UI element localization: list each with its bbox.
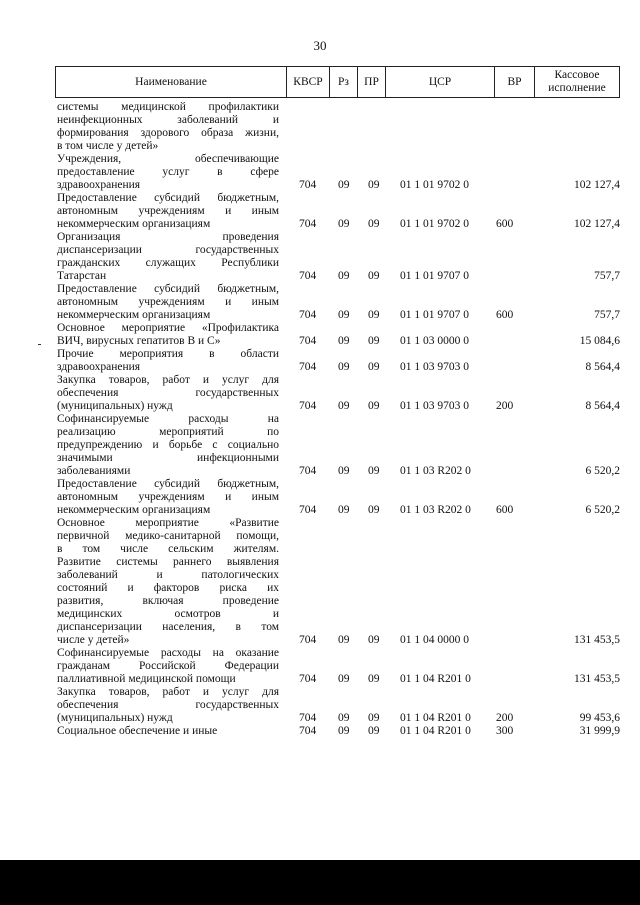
row-name-line: в том числе у детей» bbox=[57, 140, 159, 152]
table-row bbox=[57, 153, 620, 192]
cell-kvsr: 704 bbox=[299, 712, 317, 724]
row-name-line: в том числе сельским жителям. bbox=[57, 543, 279, 555]
table-row bbox=[57, 478, 620, 517]
cell-pr: 09 bbox=[368, 634, 380, 646]
cell-kvsr: 704 bbox=[299, 400, 317, 412]
cell-kvsr: 704 bbox=[299, 179, 317, 191]
cell-pr: 09 bbox=[368, 270, 380, 282]
row-name-line: системы медицинской профилактики bbox=[57, 101, 279, 113]
cell-rz: 09 bbox=[338, 673, 350, 685]
row-name-line: диспансеризации государственных bbox=[57, 244, 279, 256]
row-name-line: некоммерческим организациям bbox=[57, 309, 211, 321]
cell-kas: 99 453,6 bbox=[579, 712, 620, 724]
cell-pr: 09 bbox=[368, 465, 380, 477]
header-pr: ПР bbox=[358, 67, 386, 97]
row-name-line: Софинансируемые расходы на bbox=[57, 413, 279, 425]
row-name-line: здравоохранения bbox=[57, 179, 141, 191]
page-number: 30 bbox=[313, 38, 327, 53]
cell-kvsr: 704 bbox=[299, 335, 317, 347]
header-kassovoe: Кассовое исполнение bbox=[548, 69, 606, 94]
table-row bbox=[57, 192, 620, 231]
cell-rz: 09 bbox=[338, 504, 350, 516]
cell-pr: 09 bbox=[368, 335, 380, 347]
row-name-line: формирования здорового образа жизни, bbox=[57, 127, 279, 139]
row-name-line: Основное мероприятие «Развитие bbox=[57, 517, 279, 529]
table-row bbox=[57, 322, 620, 348]
table-row bbox=[57, 517, 620, 647]
cell-rz: 09 bbox=[338, 309, 350, 321]
row-name bbox=[57, 153, 279, 192]
cell-kas: 8 564,4 bbox=[585, 400, 620, 412]
row-name bbox=[57, 647, 279, 686]
header-name: Наименование bbox=[56, 67, 287, 97]
row-name-line: заболеваниями bbox=[57, 465, 131, 477]
cell-rz: 09 bbox=[338, 400, 350, 412]
cell-rz: 09 bbox=[338, 465, 350, 477]
row-name-line: автономным учреждениям и иным bbox=[57, 296, 279, 308]
cell-kas: 757,7 bbox=[594, 309, 620, 321]
row-name-line: Учреждения, обеспечивающие bbox=[57, 153, 279, 165]
cell-kas: 102 127,4 bbox=[574, 179, 620, 191]
row-name bbox=[57, 478, 279, 517]
cell-csr: 01 1 04 R201 0 bbox=[400, 673, 471, 685]
cell-csr: 01 1 03 9703 0 bbox=[400, 400, 469, 412]
cell-kas: 31 999,9 bbox=[579, 725, 620, 737]
row-name-line: Организация проведения bbox=[57, 231, 279, 243]
row-name-line: состояний и факторов риска их bbox=[57, 582, 279, 594]
cell-pr: 09 bbox=[368, 361, 380, 373]
row-name bbox=[57, 231, 279, 283]
table-row bbox=[57, 348, 620, 374]
cell-csr: 01 1 03 0000 0 bbox=[400, 335, 469, 347]
cell-rz: 09 bbox=[338, 712, 350, 724]
cell-csr: 01 1 04 R201 0 bbox=[400, 712, 471, 724]
row-name-line: Социальное обеспечение и иные bbox=[57, 725, 218, 737]
row-name bbox=[57, 725, 279, 738]
row-name-line: ВИЧ, вирусных гепатитов В и С» bbox=[57, 335, 221, 347]
row-name-line: паллиативной медицинской помощи bbox=[57, 673, 236, 685]
table-row bbox=[57, 686, 620, 725]
cell-csr: 01 1 04 R201 0 bbox=[400, 725, 471, 737]
row-name-line: обеспечения государственных bbox=[57, 699, 279, 711]
cell-rz: 09 bbox=[338, 179, 350, 191]
cell-kas: 131 453,5 bbox=[574, 634, 620, 646]
cell-kas: 8 564,4 bbox=[585, 361, 620, 373]
row-name-line: предоставление услуг в сфере bbox=[57, 166, 279, 178]
cell-pr: 09 bbox=[368, 179, 380, 191]
row-name-line: числе у детей» bbox=[57, 634, 130, 646]
cell-kvsr: 704 bbox=[299, 725, 317, 737]
row-name-line: Закупка товаров, работ и услуг для bbox=[57, 686, 279, 698]
row-name-line: автономным учреждениям и иным bbox=[57, 491, 279, 503]
row-name bbox=[57, 322, 279, 348]
cell-kvsr: 704 bbox=[299, 361, 317, 373]
scan-bottom-border bbox=[0, 860, 640, 905]
row-name-line: автономным учреждениям и иным bbox=[57, 205, 279, 217]
row-name-line: гражданам Российской Федерации bbox=[57, 660, 279, 672]
row-name bbox=[57, 374, 279, 413]
cell-pr: 09 bbox=[368, 725, 380, 737]
row-name-line: здравоохранения bbox=[57, 361, 141, 373]
row-name-line: первичной медико-санитарной помощи, bbox=[57, 530, 279, 542]
row-name-line: Предоставление субсидий бюджетным, bbox=[57, 283, 279, 295]
cell-kvsr: 704 bbox=[299, 673, 317, 685]
row-name bbox=[57, 192, 279, 231]
cell-kvsr: 704 bbox=[299, 218, 317, 230]
cell-pr: 09 bbox=[368, 712, 380, 724]
cell-vr: 600 bbox=[496, 309, 514, 321]
cell-rz: 09 bbox=[338, 270, 350, 282]
table-row bbox=[57, 647, 620, 686]
row-name-line: развития, включая проведение bbox=[57, 595, 279, 607]
row-name bbox=[57, 413, 279, 478]
cell-rz: 09 bbox=[338, 634, 350, 646]
row-name bbox=[57, 517, 279, 647]
cell-csr: 01 1 03 9703 0 bbox=[400, 361, 469, 373]
row-name-line: Предоставление субсидий бюджетным, bbox=[57, 192, 279, 204]
row-name-line: реализацию мероприятий по bbox=[57, 426, 279, 438]
row-name bbox=[57, 348, 279, 374]
cell-vr: 200 bbox=[496, 400, 514, 412]
row-name-line: диспансеризации населения, в том bbox=[57, 621, 279, 633]
cell-rz: 09 bbox=[338, 725, 350, 737]
cell-pr: 09 bbox=[368, 673, 380, 685]
cell-kas: 131 453,5 bbox=[574, 673, 620, 685]
cell-vr: 300 bbox=[496, 725, 514, 737]
row-name-line: (муниципальных) нужд bbox=[57, 712, 173, 724]
cell-vr: 200 bbox=[496, 712, 514, 724]
table-row bbox=[57, 231, 620, 283]
row-name-line: Основное мероприятие «Профилактика bbox=[57, 322, 279, 334]
cell-kas: 6 520,2 bbox=[585, 465, 620, 477]
cell-csr: 01 1 01 9702 0 bbox=[400, 179, 469, 191]
row-name-line: (муниципальных) нужд bbox=[57, 400, 173, 412]
row-name-line: некоммерческим организациям bbox=[57, 504, 211, 516]
row-name-line: предупреждению и борьбе с социально bbox=[57, 439, 279, 451]
cell-kas: 102 127,4 bbox=[574, 218, 620, 230]
header-kvsr: КВСР bbox=[287, 67, 330, 97]
table-header bbox=[55, 66, 620, 98]
cell-pr: 09 bbox=[368, 309, 380, 321]
cell-kvsr: 704 bbox=[299, 270, 317, 282]
cell-vr: 600 bbox=[496, 218, 514, 230]
row-name-line: обеспечения государственных bbox=[57, 387, 279, 399]
table-row bbox=[57, 374, 620, 413]
cell-vr: 600 bbox=[496, 504, 514, 516]
cell-csr: 01 1 03 R202 0 bbox=[400, 465, 471, 477]
row-name-line: значимыми инфекционными bbox=[57, 452, 279, 464]
cell-kvsr: 704 bbox=[299, 465, 317, 477]
cell-kas: 6 520,2 bbox=[585, 504, 620, 516]
cell-rz: 09 bbox=[338, 218, 350, 230]
row-name-line: неинфекционных заболеваний и bbox=[57, 114, 279, 126]
header-rz: Рз bbox=[330, 67, 358, 97]
row-name bbox=[57, 686, 279, 725]
row-name-line: Предоставление субсидий бюджетным, bbox=[57, 478, 279, 490]
cell-csr: 01 1 01 9707 0 bbox=[400, 309, 469, 321]
row-name bbox=[57, 283, 279, 322]
row-name-line: гражданских служащих Республики bbox=[57, 257, 279, 269]
row-name bbox=[57, 101, 279, 153]
cell-kvsr: 704 bbox=[299, 504, 317, 516]
table-body bbox=[57, 101, 620, 738]
row-name-line: Татарстан bbox=[57, 270, 107, 282]
cell-kas: 15 084,6 bbox=[579, 335, 620, 347]
table-row bbox=[57, 725, 620, 738]
cell-pr: 09 bbox=[368, 218, 380, 230]
cell-csr: 01 1 04 0000 0 bbox=[400, 634, 469, 646]
header-vr: ВР bbox=[495, 67, 535, 97]
table-row bbox=[57, 101, 620, 153]
cell-kas: 757,7 bbox=[594, 270, 620, 282]
header-csr: ЦСР bbox=[386, 67, 495, 97]
cell-csr: 01 1 03 R202 0 bbox=[400, 504, 471, 516]
cell-kvsr: 704 bbox=[299, 634, 317, 646]
row-name-line: некоммерческим организациям bbox=[57, 218, 211, 230]
row-name-line: Софинансируемые расходы на оказание bbox=[57, 647, 279, 659]
row-name-line: заболеваний и патологических bbox=[57, 569, 279, 581]
cell-csr: 01 1 01 9707 0 bbox=[400, 270, 469, 282]
table-row bbox=[57, 413, 620, 478]
row-name-line: Прочие мероприятия в области bbox=[57, 348, 279, 360]
cell-rz: 09 bbox=[338, 361, 350, 373]
row-name-line: Развитие системы раннего выявления bbox=[57, 556, 279, 568]
row-name-line: медицинских осмотров и bbox=[57, 608, 279, 620]
cell-rz: 09 bbox=[338, 335, 350, 347]
row-name-line: Закупка товаров, работ и услуг для bbox=[57, 374, 279, 386]
cell-csr: 01 1 01 9702 0 bbox=[400, 218, 469, 230]
scan-mark bbox=[38, 344, 41, 345]
cell-pr: 09 bbox=[368, 400, 380, 412]
cell-pr: 09 bbox=[368, 504, 380, 516]
table-row bbox=[57, 283, 620, 322]
cell-kvsr: 704 bbox=[299, 309, 317, 321]
